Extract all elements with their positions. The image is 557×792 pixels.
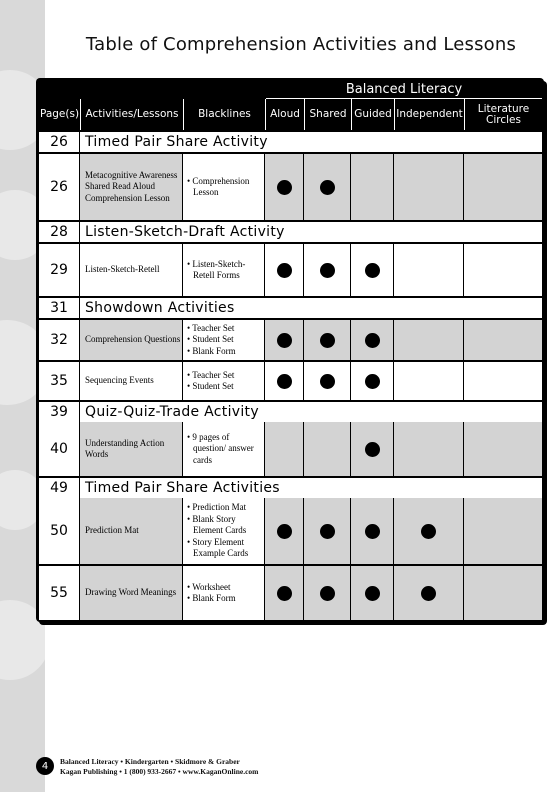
mark-cell-aloud xyxy=(265,244,304,296)
blackline-item xyxy=(187,593,236,605)
blackline-text: Comprehension Lesson xyxy=(192,175,250,197)
blackline-text: Teacher Set xyxy=(192,369,235,380)
blackline-item xyxy=(187,582,236,594)
bullet-icon: • xyxy=(187,258,193,269)
blackline-item xyxy=(187,259,264,282)
blackline-item xyxy=(187,502,264,514)
mark-cell-aloud xyxy=(265,362,304,400)
row-activity xyxy=(80,362,183,400)
row-activity xyxy=(80,422,183,476)
mark-cell-literature-circles xyxy=(464,244,542,296)
filled-dot-icon xyxy=(365,524,380,539)
bullet-icon: • xyxy=(187,334,193,345)
section-header xyxy=(39,222,542,242)
blackline-text: Student Set xyxy=(192,381,234,391)
column-header-4: Shared xyxy=(304,99,351,130)
bullet-icon: • xyxy=(187,431,193,442)
mark-cell-shared xyxy=(304,362,351,400)
bullet-icon: • xyxy=(187,502,193,513)
section-title: Quiz-Quiz-Trade Activity xyxy=(85,404,259,420)
section-page: 26 xyxy=(39,132,80,152)
bullet-icon: • xyxy=(187,536,193,547)
bullet-icon: • xyxy=(187,322,193,333)
blackline-item xyxy=(187,176,264,199)
mark-cell-guided xyxy=(351,244,394,296)
blackline-item xyxy=(187,370,234,382)
bullet-icon: • xyxy=(187,593,193,603)
row-page: 40 xyxy=(39,422,80,476)
row-blacklines xyxy=(183,320,265,360)
mark-cell-shared xyxy=(304,320,351,360)
activity-text: Prediction Mat xyxy=(85,525,139,536)
section-header xyxy=(39,132,542,152)
mark-cell-aloud xyxy=(265,422,304,476)
bullet-icon: • xyxy=(187,369,193,380)
mark-cell-independent xyxy=(394,320,464,360)
section-title: Listen-Sketch-Draft Activity xyxy=(85,224,285,240)
table-row xyxy=(39,244,542,296)
filled-dot-icon xyxy=(320,180,335,195)
row-page: 32 xyxy=(39,320,80,360)
bullet-icon: • xyxy=(187,513,193,524)
mark-cell-aloud xyxy=(265,566,304,620)
column-header-6: Independent xyxy=(394,99,464,130)
blackline-item xyxy=(187,334,236,346)
mark-cell-literature-circles xyxy=(464,566,542,620)
row-activity xyxy=(80,566,183,620)
row-page: 29 xyxy=(39,244,80,296)
row-page: 55 xyxy=(39,566,80,620)
blackline-item xyxy=(187,323,236,335)
blackline-item xyxy=(187,381,234,393)
blackline-text: Listen-Sketch-Retell Forms xyxy=(192,258,246,280)
row-page: 26 xyxy=(39,154,80,220)
activity-text: Drawing Word Meanings xyxy=(85,587,177,598)
mark-cell-guided xyxy=(351,566,394,620)
blackline-item xyxy=(187,432,264,467)
bullet-icon: • xyxy=(187,345,193,356)
row-activity xyxy=(80,320,183,360)
filled-dot-icon xyxy=(320,374,335,389)
filled-dot-icon xyxy=(277,263,292,278)
mark-cell-shared xyxy=(304,154,351,220)
mark-cell-independent xyxy=(394,422,464,476)
blackline-item xyxy=(187,346,236,358)
blackline-text: Blank Story Element Cards xyxy=(192,513,247,536)
filled-dot-icon xyxy=(320,263,335,278)
filled-dot-icon xyxy=(277,524,292,539)
mark-cell-aloud xyxy=(265,320,304,360)
filled-dot-icon xyxy=(277,333,292,348)
mark-cell-aloud xyxy=(265,154,304,220)
mark-cell-shared xyxy=(304,566,351,620)
filled-dot-icon xyxy=(320,524,335,539)
section-header xyxy=(39,298,542,318)
activity-text: Sequencing Events xyxy=(85,375,154,386)
section-header xyxy=(39,402,542,422)
blackline-text: Story Element Example Cards xyxy=(192,536,249,559)
row-blacklines xyxy=(183,422,265,476)
mark-cell-literature-circles xyxy=(464,498,542,564)
page-title: Table of Comprehension Activities and Lessons xyxy=(85,34,517,55)
page-number: 4 xyxy=(36,757,54,775)
blackline-item xyxy=(187,514,264,537)
column-header-7: Literature Circles xyxy=(464,99,542,130)
filled-dot-icon xyxy=(421,524,436,539)
mark-cell-guided xyxy=(351,320,394,360)
section-page: 28 xyxy=(39,222,80,242)
balanced-literacy-header: Balanced Literacy xyxy=(345,82,463,97)
mark-cell-guided xyxy=(351,498,394,564)
table-row xyxy=(39,362,542,400)
blackline-text: Prediction Mat xyxy=(192,502,247,513)
blackline-text: Blank Form xyxy=(192,593,236,603)
section-page: 39 xyxy=(39,402,80,422)
filled-dot-icon xyxy=(365,263,380,278)
column-header-2: Blacklines xyxy=(183,99,265,130)
filled-dot-icon xyxy=(365,333,380,348)
mark-cell-guided xyxy=(351,422,394,476)
blackline-text: Teacher Set xyxy=(192,322,235,333)
row-blacklines xyxy=(183,244,265,296)
section-title: Timed Pair Share Activities xyxy=(85,480,280,496)
row-blacklines xyxy=(183,498,265,564)
row-blacklines xyxy=(183,154,265,220)
section-page: 31 xyxy=(39,298,80,318)
table-row xyxy=(39,320,542,360)
bullet-icon: • xyxy=(187,581,193,592)
activity-text: Understanding Action Words xyxy=(85,437,165,459)
footer-line-2: Kagan Publishing • 1 (800) 933-2667 • www.KaganOnline.com xyxy=(60,767,259,776)
filled-dot-icon xyxy=(277,586,292,601)
mark-cell-independent xyxy=(394,362,464,400)
filled-dot-icon xyxy=(277,180,292,195)
column-header-5: Guided xyxy=(351,99,394,130)
table-row xyxy=(39,498,542,564)
activity-text: Listen-Sketch-Retell xyxy=(85,264,160,275)
mark-cell-independent xyxy=(394,498,464,564)
row-page: 35 xyxy=(39,362,80,400)
blackline-text: 9 pages of question/ answer cards xyxy=(192,431,254,465)
mark-cell-independent xyxy=(394,244,464,296)
bullet-icon: • xyxy=(187,175,193,186)
row-blacklines xyxy=(183,362,265,400)
column-header-1: Activities/Lessons xyxy=(80,99,183,130)
mark-cell-literature-circles xyxy=(464,154,542,220)
bullet-icon: • xyxy=(187,381,193,391)
mark-cell-aloud xyxy=(265,498,304,564)
row-activity xyxy=(80,498,183,564)
column-header-0: Page(s) xyxy=(39,108,80,120)
filled-dot-icon xyxy=(320,586,335,601)
activity-text: Metacognitive Awareness Shared Read Aloud Comprehension Lesson xyxy=(85,169,178,203)
section-page: 49 xyxy=(39,478,80,498)
table-row xyxy=(39,422,542,476)
filled-dot-icon xyxy=(365,374,380,389)
mark-cell-independent xyxy=(394,566,464,620)
mark-cell-shared xyxy=(304,422,351,476)
row-activity xyxy=(80,154,183,220)
blackline-text: Student Set xyxy=(192,334,234,345)
mark-cell-guided xyxy=(351,154,394,220)
filled-dot-icon xyxy=(365,442,380,457)
footer-line-1: Balanced Literacy • Kindergarten • Skidmore & Graber xyxy=(60,757,240,766)
mark-cell-literature-circles xyxy=(464,422,542,476)
column-header-3: Aloud xyxy=(265,99,304,130)
filled-dot-icon xyxy=(277,374,292,389)
blackline-text: Worksheet xyxy=(192,581,231,592)
filled-dot-icon xyxy=(421,586,436,601)
mark-cell-literature-circles xyxy=(464,362,542,400)
filled-dot-icon xyxy=(365,586,380,601)
mark-cell-guided xyxy=(351,362,394,400)
mark-cell-independent xyxy=(394,154,464,220)
row-page: 50 xyxy=(39,498,80,564)
row-activity xyxy=(80,244,183,296)
filled-dot-icon xyxy=(320,333,335,348)
mark-cell-shared xyxy=(304,244,351,296)
table-row xyxy=(39,566,542,620)
mark-cell-shared xyxy=(304,498,351,564)
section-title: Timed Pair Share Activity xyxy=(85,134,268,150)
activity-text: Comprehension Questions xyxy=(85,334,181,345)
section-header xyxy=(39,478,542,498)
blackline-text: Blank Form xyxy=(192,345,236,356)
blackline-item xyxy=(187,537,264,560)
table-row xyxy=(39,154,542,220)
row-blacklines xyxy=(183,566,265,620)
footer xyxy=(60,757,258,777)
section-title: Showdown Activities xyxy=(85,300,235,316)
mark-cell-literature-circles xyxy=(464,320,542,360)
